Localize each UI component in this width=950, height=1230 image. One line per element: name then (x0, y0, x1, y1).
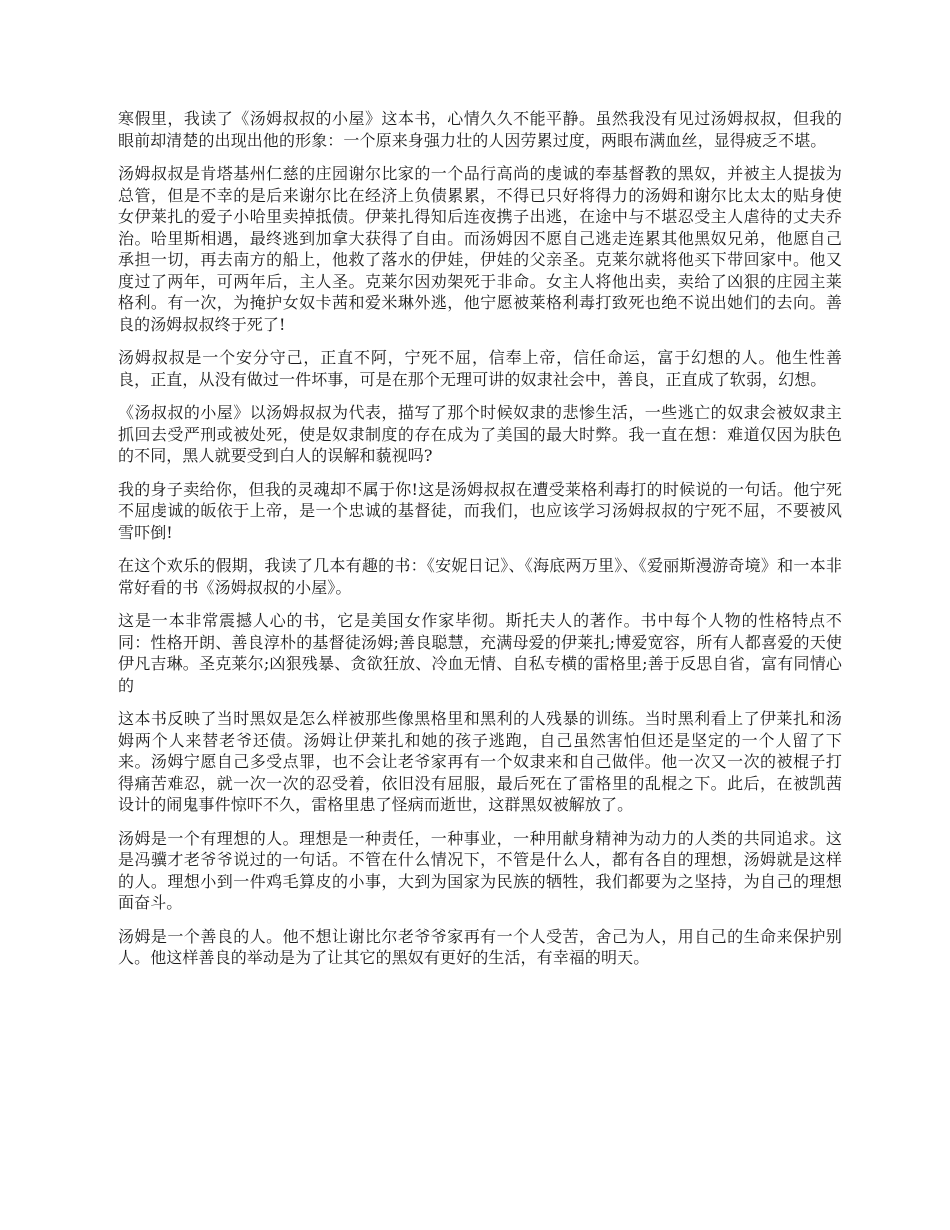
paragraph: 这是一本非常震撼人心的书，它是美国女作家毕彻。斯托夫人的著作。书中每个人物的性格特点不同：性格开朗、善良淳朴的基督徒汤姆;善良聪慧，充满母爱的伊莱扎;博爱宽容，所有人都喜爱的天使伊凡吉琳。圣克莱尔;凶狠残暴、贪欲狂放、冷血无情、自私专横的雷格里;善于反思自省，富有同情心的 (118, 611, 842, 695)
paragraph: 寒假里，我读了《汤姆叔叔的小屋》这本书，心情久久不能平静。虽然我没有见过汤姆叔叔，但我的眼前却清楚的出现出他的形象：一个原来身强力壮的人因劳累过度，两眼布满血丝，显得疲乏不堪。 (118, 109, 842, 150)
paragraph: 我的身子卖给你，但我的灵魂却不属于你!这是汤姆叔叔在遭受莱格利毒打的时候说的一句话。他宁死不屈虔诚的皈依于上帝，是一个忠诚的基督徒，而我们，也应该学习汤姆叔叔的宁死不屈，不要被风雪吓倒! (118, 479, 842, 542)
paragraph: 汤姆是一个善良的人。他不想让谢比尔老爷爷家再有一个人受苦，舍己为人，用自己的生命来保护别人。他这样善良的举动是为了让其它的黑奴有更好的生活，有幸福的明天。 (118, 926, 842, 967)
paragraph: 汤姆是一个有理想的人。理想是一种责任，一种事业，一种用献身精神为动力的人类的共同追求。这是冯骥才老爷爷说过的一句话。不管在什么情况下，不管是什么人，都有各自的理想，汤姆就是这样的人。理想小到一件鸡毛算皮的小事，大到为国家为民族的牺牲，我们都要为之坚持，为自己的理想面奋斗。 (118, 828, 842, 912)
paragraph: 汤姆叔叔是一个安分守己，正直不阿，宁死不屈，信奉上帝，信任命运，富于幻想的人。他生性善良，正直，从没有做过一件坏事，可是在那个无理可讲的奴隶社会中，善良，正直成了软弱，幻想。 (118, 348, 842, 389)
paragraph: 这本书反映了当时黑奴是怎么样被那些像黑格里和黑利的人残暴的训练。当时黑利看上了伊莱扎和汤姆两个人来替老爷还债。汤姆让伊莱扎和她的孩子逃跑，自己虽然害怕但还是坚定的一个人留了下来。汤姆宁愿自己多受点罪，也不会让老爷家再有一个奴隶来和自己做伴。他一次又一次的被棍子打得痛苦难忍，就一次一次的忍受着，依旧没有屈服，最后死在了雷格里的乱棍之下。此后，在被凯茜设计的闹鬼事件惊吓不久，雷格里患了怪病而逝世，这群黑奴被解放了。 (118, 709, 842, 814)
document-body (118, 108, 842, 981)
paragraph: 《汤叔叔的小屋》以汤姆叔叔为代表，描写了那个时候奴隶的悲惨生活，一些逃亡的奴隶会被奴隶主抓回去受严刑或被处死，使是奴隶制度的存在成为了美国的最大时弊。我一直在想：难道仅因为肤色的不同，黑人就要受到白人的误解和藐视吗? (118, 403, 842, 465)
paragraph: 汤姆叔叔是肯塔基州仁慈的庄园谢尔比家的一个品行高尚的虔诚的奉基督教的黑奴，并被主人提拔为总管，但是不幸的是后来谢尔比在经济上负债累累，不得已只好将得力的汤姆和谢尔比太太的贴身使女伊莱扎的爱子小哈里卖掉抵债。伊莱扎得知后连夜携子出逃，在途中与不堪忍受主人虐待的丈夫乔治。哈里斯相遇，最终逃到加拿大获得了自由。而汤姆因不愿自己逃走连累其他黑奴兄弟，他愿自己承担一切，再去南方的船上，他救了落水的伊娃，伊娃的父亲圣。克莱尔就将他买下带回家中。他又度过了两年，可两年后，主人圣。克莱尔因劝架死于非命。女主人将他出卖，卖给了凶狠的庄园主莱格利。有一次，为掩护女奴卡茜和爱米琳外逃，他宁愿被莱格利毒打致死也绝不说出她们的去向。善良的汤姆叔叔终于死了! (118, 164, 842, 334)
paragraph: 在这个欢乐的假期，我读了几本有趣的书：《安妮日记》、《海底两万里》、《爱丽斯漫游奇境》和一本非常好看的书《汤姆叔叔的小屋》。 (118, 556, 842, 597)
